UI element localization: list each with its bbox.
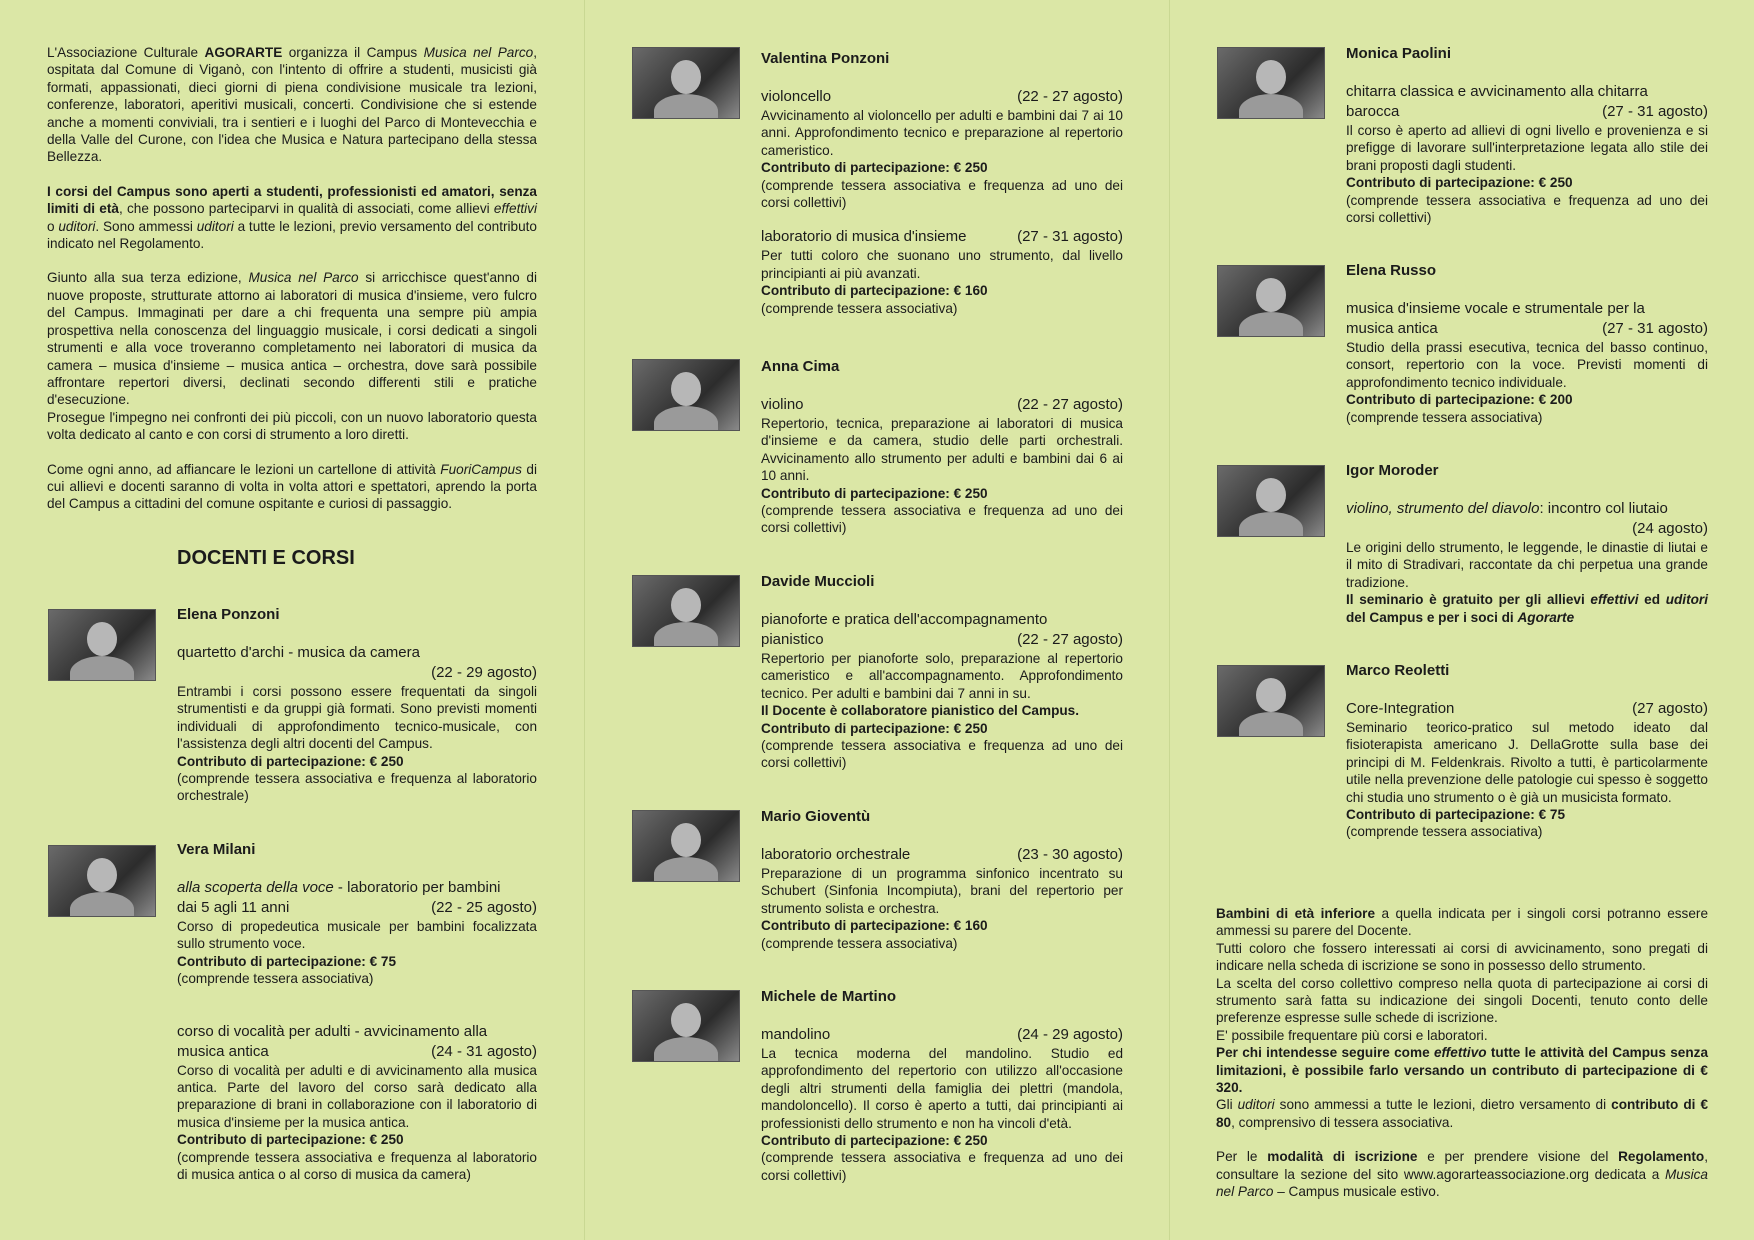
intro-paragraph-4: Come ogni anno, ad affiancare le lezioni un cartellone di attività FuoriCampus di cui allievi e docenti saranno di volta in volta attori e spettatori, aprendo la porta del Campus a cittadini del comune ospitante e curiosi di passaggio. (47, 461, 537, 512)
photo-vera-milani (48, 845, 156, 917)
course-description: Repertorio, tecnica, preparazione ai laboratori di musica d'insieme e da camera, studio delle parti orchestrali. Avvicinamento allo strumento per adulti e bambini dai 6 ai 10 anni. (761, 416, 1123, 484)
course-dates: (23 - 30 agosto) (1017, 846, 1123, 863)
note-auditors: Gli uditori sono ammessi a tutte le lezioni, dietro versamento di contributo di € 80, comprensivo di tessera associativa. (1216, 1097, 1708, 1130)
course-title: violoncello (22 - 27 agosto) (761, 88, 1123, 105)
photo-mario-gioventu (632, 810, 740, 882)
course-note: (comprende tessera associativa) (1346, 824, 1543, 840)
course-description: Preparazione di un programma sinfonico incentrato su Schubert (Sinfonia Incompiuta), brani del repertorio per strumento solista e orchestra. (761, 866, 1123, 916)
course-cost: Contributo di partecipazione: € 250 (761, 720, 988, 736)
teacher-elena-ponzoni (177, 606, 537, 805)
course-cost: Contributo di partecipazione: € 250 (761, 485, 988, 501)
intro-paragraph-3: Giunto alla sua terza edizione, Musica nel Parco si arricchisce quest'anno di nuove proposte, strutturate attorno ai laboratori di musica d'insieme, vero fulcro del Campus. Immaginati per dare a chi frequenta una sempre più ampia prospettiva nella conoscenza del linguaggio musicale, i corsi dedicati a singoli strumenti e alla voce troveranno completamento nei laboratori di musica da camera – musica d'insieme – musica antica – orchestra, dove sarà possibile affrontare repertori diversi, declinati secondo differenti stili e pratiche d'esecuzione. (47, 270, 538, 408)
course-note: (comprende tessera associativa e frequenza ad uno dei corsi collettivi) (1346, 192, 1708, 226)
teacher-name: Elena Ponzoni (177, 606, 280, 623)
course2-cost: Contributo di partecipazione: € 250 (177, 1132, 404, 1148)
intro-paragraph-3b: Prosegue l'impegno nei confronti dei più piccoli, con un nuovo laboratorio questa volta dedicato al canto e con corsi di strumento a loro diretti. (47, 409, 537, 443)
course-description: Studio della prassi esecutiva, tecnica del basso continuo, consort, repertorio con la voce. Previsti momenti di approfondimento tecnico individuale. (1346, 340, 1708, 390)
teacher-name: Igor Moroder (1346, 462, 1439, 479)
course2-title: laboratorio di musica d'insieme (27 - 31 agosto) (761, 228, 1123, 246)
course-note: (comprende tessera associativa e frequenza ad uno dei corsi collettivi) (761, 177, 1123, 211)
note-multiple-courses: E' possibile frequentare più corsi e laboratori. (1216, 1027, 1488, 1043)
course-cost: Contributo di partecipazione: € 250 (761, 160, 988, 176)
course-title: musica d'insieme vocale e strumentale per la (1346, 300, 1645, 317)
course-description: Le origini dello strumento, le leggende, le dinastie di liutai e il mito di Stradivari, raccontate da chi perpetua una grande tradizione. (1346, 540, 1708, 590)
course-note: (comprende tessera associativa e frequenza al laboratorio orchestrale) (177, 771, 537, 804)
teacher-name: Marco Reoletti (1346, 662, 1450, 679)
note-instrument: Tutti coloro che fossero interessati ai corsi di avvicinamento, sono pregati di indicare nella scheda di iscrizione se sono in possesso dello strumento. (1216, 940, 1708, 974)
course-title: alla scoperta della voce - laboratorio per bambini (177, 879, 501, 896)
course-description: Repertorio per pianoforte solo, preparazione al repertorio cameristico e all'accompagnamento. Approfondimento tecnico. Per adulti e bambini dai 7 anni in su. (761, 651, 1123, 701)
course-note: (comprende tessera associativa) (177, 971, 374, 987)
course-dates: (22 - 29 agosto) (431, 664, 537, 681)
course-description: Il corso è aperto ad allievi di ogni livello e provenienza e si prefigge di lavorare sull'interpretazione legata allo stile dei brani proposti dagli studenti. (1346, 123, 1708, 173)
photo-elena-ponzoni (48, 609, 156, 681)
fold-line-right (1169, 0, 1170, 1240)
photo-valentina-ponzoni (632, 47, 740, 119)
course-note: (comprende tessera associativa e frequenza ad uno dei corsi collettivi) (761, 503, 1123, 536)
course-dates: (22 - 25 agosto) (431, 899, 537, 916)
photo-marco-reoletti (1217, 665, 1325, 737)
intro-paragraph-2: I corsi del Campus sono aperti a studenti, professionisti ed amatori, senza limiti di età, che possono parteciparvi in qualità di associati, come allievi effettivi o uditori. Sono ammessi uditori a tutte le lezioni, previo versamento del contributo indicato nel Regolamento. (47, 183, 537, 252)
teacher-monica-paolini (1346, 45, 1708, 226)
course-note: (comprende tessera associativa e frequenza ad uno dei corsi collettivi) (761, 1150, 1123, 1183)
teacher-name: Anna Cima (761, 358, 840, 375)
course2-dates: (27 - 31 agosto) (1017, 228, 1123, 246)
teacher-name: Michele de Martino (761, 988, 897, 1005)
course-note: (comprende tessera associativa) (761, 935, 958, 951)
course-title: pianoforte e pratica dell'accompagnamento (761, 611, 1048, 628)
photo-davide-muccioli (632, 575, 740, 647)
course-description: La tecnica moderna del mandolino. Studio ed approfondimento del repertorio con utilizzo all'occasione degli altri strumenti della famiglia dei plettri (mandola, mandoloncello). Il corso è aperto a tutti, dai principianti ai professionisti dello strumento e non ha vincoli d'età. (761, 1046, 1123, 1131)
teacher-vera-milani (177, 841, 537, 1183)
teacher-marco-reoletti (1346, 662, 1708, 841)
course-title: chitarra classica e avvicinamento alla chitarra (1346, 83, 1648, 100)
course-cost: Contributo di partecipazione: € 250 (1346, 175, 1573, 191)
course-description: Corso di propedeutica musicale per bambini focalizzata sullo strumento voce. (177, 919, 537, 952)
photo-michele-de-martino (632, 990, 740, 1062)
course-title: Core-Integration (27 agosto) (1346, 700, 1708, 717)
course-cost: Contributo di partecipazione: € 75 (177, 953, 397, 969)
course2-title: corso di vocalità per adulti - avvicinamento alla (177, 1022, 488, 1040)
course-dates: (24 - 29 agosto) (1017, 1026, 1123, 1043)
course-title: laboratorio orchestrale (23 - 30 agosto) (761, 846, 1123, 863)
course-cost: Contributo di partecipazione: € 200 (1346, 392, 1573, 408)
course2-note: (comprende tessera associativa) (761, 300, 958, 316)
course-dates: (27 agosto) (1632, 700, 1708, 717)
photo-igor-moroder (1217, 465, 1325, 537)
teacher-name: Valentina Ponzoni (761, 50, 890, 67)
teacher-name: Elena Russo (1346, 262, 1437, 279)
teacher-igor-moroder (1346, 462, 1708, 626)
course-note: (comprende tessera associativa) (1346, 409, 1543, 425)
course-cost: Contributo di partecipazione: € 160 (761, 918, 988, 934)
course-description-bold: Il Docente è collaboratore pianistico del Campus. (761, 703, 1080, 719)
course-dates: (27 - 31 agosto) (1602, 103, 1708, 120)
course2-note: (comprende tessera associativa e frequenza al laboratorio di musica antica o al corso di musica da camera) (177, 1149, 537, 1183)
seminar-free-note: Il seminario è gratuito per gli allievi effettivi ed uditori del Campus e per i soci di Agorarte (1346, 592, 1708, 625)
course-title: violino, strumento del diavolo: incontro col liutaio (1346, 500, 1668, 517)
note-registration: Per le modalità di iscrizione e per prendere visione del Regolamento, consultare la sezione del sito www.agorarteassociazione.org dedicata a Musica nel Parco – Campus musicale estivo. (1216, 1149, 1708, 1200)
teacher-name: Monica Paolini (1346, 45, 1452, 62)
course-title-line2: pianistico (22 - 27 agosto) (761, 631, 1123, 648)
fold-line-left (584, 0, 585, 1240)
teacher-name: Mario Gioventù (761, 808, 871, 825)
teacher-anna-cima (761, 358, 1123, 537)
course-title-line2: dai 5 agli 11 anni (22 - 25 agosto) (177, 899, 537, 916)
course-cost: Contributo di partecipazione: € 250 (177, 753, 404, 769)
section-title: DOCENTI E CORSI (177, 547, 355, 569)
teacher-name: Vera Milani (177, 841, 256, 858)
course-cost: Contributo di partecipazione: € 250 (761, 1133, 988, 1149)
course2-cost: Contributo di partecipazione: € 160 (761, 283, 988, 299)
course-dates: (27 - 31 agosto) (1602, 320, 1708, 337)
course-dates: (22 - 27 agosto) (1017, 88, 1123, 105)
course-description: Avvicinamento al violoncello per adulti e bambini dai 7 ai 10 anni. Approfondimento tecnico e preparazione al repertorio cameristico. (761, 108, 1123, 158)
course-title-line2: barocca (27 - 31 agosto) (1346, 103, 1708, 120)
course-description: Seminario teorico-pratico sul metodo ideato dal fisioterapista americano J. DellaGrotte sulla base dei principi di M. Feldenkrais. Rivolto a tutti, è particolarmente utile nella prevenzione delle patologie cui spesso è soggetto chi studia uno strumento o è già un musicista formato. (1346, 720, 1708, 805)
course-note: (comprende tessera associativa e frequenza ad uno dei corsi collettivi) (761, 738, 1123, 771)
course2-description: Per tutti coloro che suonano uno strumento, dal livello principianti ai più avanzati. (761, 248, 1123, 281)
course-title: violino (22 - 27 agosto) (761, 396, 1123, 413)
course-title: quartetto d'archi - musica da camera (177, 644, 420, 661)
course2-title-line2: musica antica (24 - 31 agosto) (177, 1042, 537, 1060)
note-collective-course: La scelta del corso collettivo compreso nella quota di partecipazione ai corsi di strumento sarà fatta su indicazione dei singoli Docenti, tenuto conto delle preferenze espresse sulle schede di iscrizione. (1216, 975, 1708, 1026)
intro-paragraph-1: L'Associazione Culturale AGORARTE organizza il Campus Musica nel Parco, ospitata dal Comune di Viganò, con l'intento di offrire a studenti, musicisti già formati, appassionati, dieci giorni di piena condivisione musicale tra lezioni, conferenze, laboratori, aperitivi musicali, concerti. Condivisione che si estende anche a momenti conviviali, tra i sentieri e i luoghi del Parco di Montevecchia e della Valle del Curone, con l'idea che Musica e Natura partecipano della stessa Bellezza. (47, 45, 537, 165)
course-cost: Contributo di partecipazione: € 75 (1346, 807, 1566, 823)
general-notes (1216, 905, 1708, 1201)
course-title-line2: musica antica (27 - 31 agosto) (1346, 320, 1708, 337)
course-title: mandolino (24 - 29 agosto) (761, 1026, 1123, 1043)
course-dates: (24 agosto) (1632, 520, 1708, 537)
teacher-davide-muccioli (761, 573, 1123, 772)
note-full-access: Per chi intendesse seguire come effettivo tutte le attività del Campus senza limitazioni, è possibile farlo versando un contributo di partecipazione di € 320. (1216, 1045, 1709, 1096)
teacher-name: Davide Muccioli (761, 573, 875, 590)
course2-dates: (24 - 31 agosto) (431, 1042, 537, 1060)
teacher-michele-de-martino (761, 988, 1123, 1184)
teacher-elena-russo (1346, 262, 1708, 426)
photo-elena-russo (1217, 265, 1325, 337)
course-dates: (22 - 27 agosto) (1017, 631, 1123, 648)
photo-anna-cima (632, 359, 740, 431)
course-dates: (22 - 27 agosto) (1017, 396, 1123, 413)
photo-monica-paolini (1217, 47, 1325, 119)
course-description: Entrambi i corsi possono essere frequentati da singoli strumentisti e da gruppi già formati. Sono previsti momenti individuali di approfondimento tecnico-musicale, con l'assistenza degli altri docenti del Campus. (177, 684, 537, 752)
course2-description: Corso di vocalità per adulti e di avvicinamento alla musica antica. Parte del lavoro del corso sarà dedicato alla preparazione di brani in collaborazione con il laboratorio di musica d'insieme per la musica antica. (177, 1062, 537, 1130)
teacher-mario-gioventu (761, 808, 1123, 952)
note-children: Bambini di età inferiore a quella indicata per i singoli corsi potranno essere ammessi su parere del Docente. (1216, 906, 1709, 939)
teacher-valentina-ponzoni (761, 50, 1123, 317)
